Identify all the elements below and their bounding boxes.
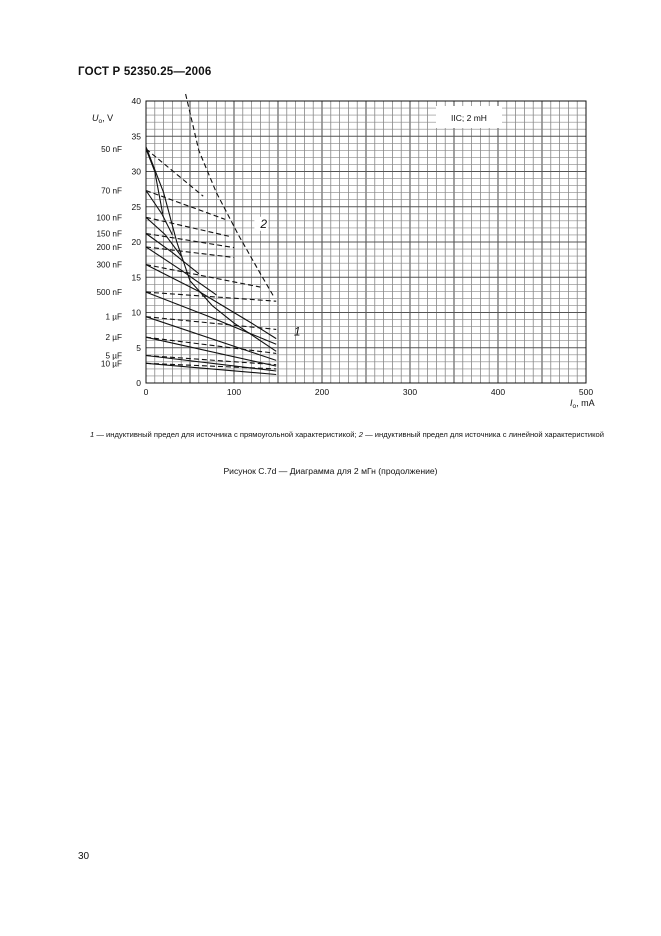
capacitance-label: 5 µF — [105, 351, 122, 361]
y-axis-label-subscript: o — [98, 118, 103, 125]
y-tick-label: 35 — [131, 131, 141, 142]
capacitance-label: 50 nF — [101, 144, 122, 154]
capacitance-label: 150 nF — [96, 229, 122, 239]
y-tick-label: 5 — [136, 342, 141, 353]
capacitance-label: 1 µF — [105, 312, 122, 322]
y-tick-label: 10 — [131, 307, 141, 318]
y-tick-label: 0 — [136, 378, 141, 388]
y-axis-label — [92, 113, 113, 125]
x-axis-label-unit: , mA — [576, 398, 595, 408]
y-axis-label-unit: , V — [102, 113, 114, 123]
capacitance-label: 300 nF — [96, 260, 122, 270]
chart-grid — [146, 101, 586, 383]
x-tick-label: 100 — [226, 387, 242, 397]
y-tick-label: 25 — [131, 201, 141, 212]
document-header: ГОСТ Р 52350.25—2006 — [78, 66, 212, 78]
x-tick-label: 400 — [490, 387, 506, 397]
capacitance-label: 500 nF — [96, 288, 122, 298]
capacitance-label: 2 µF — [105, 333, 122, 343]
y-tick-label: 40 — [131, 96, 141, 106]
legend-item-1-text: — индуктивный предел для источника с прямоугольной характеристикой; — [94, 430, 359, 439]
capacitance-label: 70 nF — [101, 186, 122, 196]
x-tick-label: 500 — [578, 387, 594, 397]
chart-figure — [0, 0, 661, 420]
x-axis-label-main: I — [570, 398, 573, 408]
legend-item-1-number: 1 — [90, 430, 95, 439]
capacitance-label: 10 µF — [100, 359, 122, 369]
x-tick-label: 0 — [143, 387, 149, 397]
y-axis-label-main: U — [92, 113, 99, 123]
curve-label-1: 1 — [293, 324, 301, 339]
curve-label-2: 2 — [260, 216, 268, 231]
y-tick-label: 20 — [131, 237, 141, 247]
x-tick-label: 300 — [402, 387, 418, 397]
figure-legend — [78, 430, 616, 440]
y-tick-label: 30 — [131, 166, 141, 177]
figure-caption: Рисунок С.7d — Диаграмма для 2 мГн (продолжение) — [223, 466, 438, 476]
capacitance-label: 200 nF — [96, 242, 122, 252]
capacitance-label: 100 nF — [96, 213, 122, 223]
x-tick-label: 200 — [314, 387, 330, 397]
x-axis-label — [570, 398, 595, 410]
x-axis-label-subscript: o — [572, 403, 577, 410]
legend-item-2-number: 2 — [358, 430, 363, 439]
chart-title: IIC; 2 mH — [451, 113, 487, 123]
legend-item-2-text: — индуктивный предел для источника с линейной характеристикой — [362, 430, 604, 439]
y-tick-label: 15 — [131, 272, 141, 283]
page-number: 30 — [78, 851, 90, 862]
